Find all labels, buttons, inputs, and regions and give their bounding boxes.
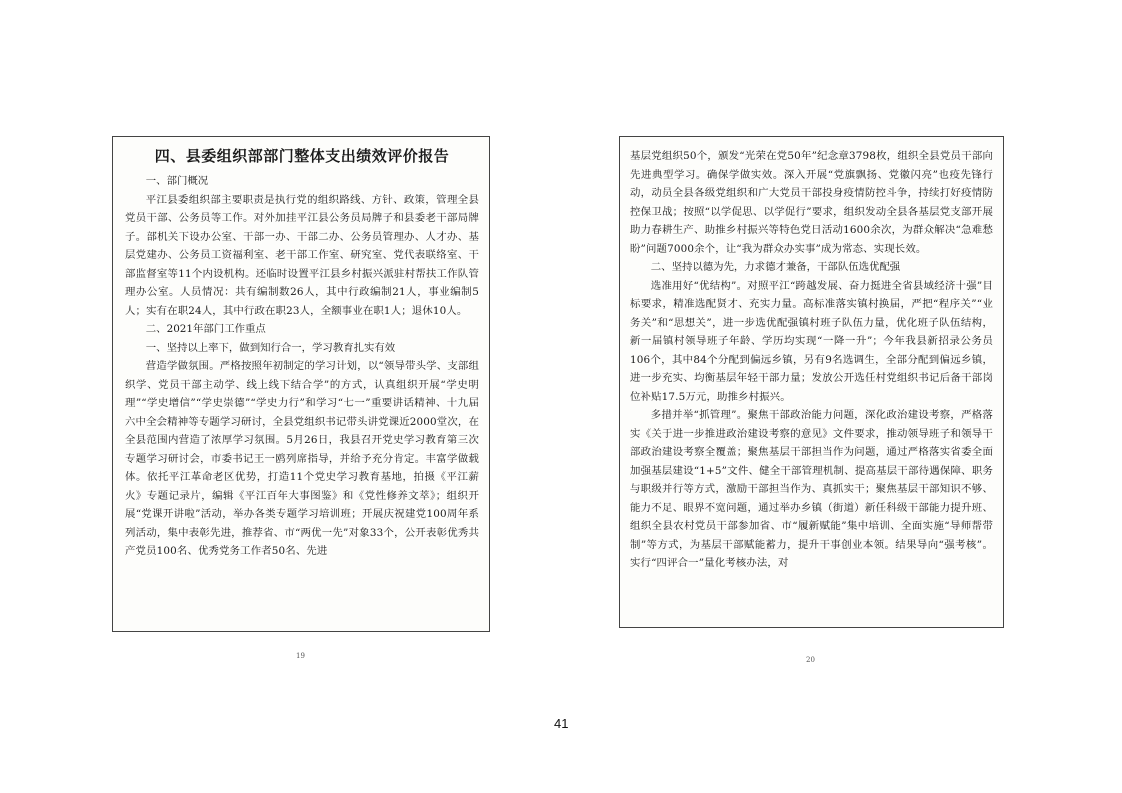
scan-page-number: 41 — [554, 716, 569, 731]
right-paragraph-2: 选准用好“优结构”。对照平江“跨越发展、奋力挺进全省县域经济十强”目标要求，精准选配贤才、充实力量。高标准落实镇村换届，严把“程序关”“业务关”和“思想关”，进一步选优配强镇村班子队伍力量，优化班子队伍结构，新一届镇村领导班子年龄、学历均实现“一降一升”；今年我县新招录公务员106个，其中84个分配到偏远乡镇，另有9名选调生，全部分配到偏远乡镇，进一步充实、均衡基层年轻干部力量；发放公开选任村党组织书记后备干部岗位补贴17.5万元，助推乡村振兴。 — [630, 279, 993, 403]
left-page — [112, 136, 490, 632]
left-page-number: 19 — [296, 652, 305, 660]
section2-paragraph: 营造学做氛围。严格按照年初制定的学习计划，以“领导带头学、支部组织学、党员干部主动学、线上线下结合学”的方式，认真组织开展“学史明理”“学史增信”“学史崇德”“学史力行”和学习“七一”重要讲话精神、十九届六中全会精神等专题学习研讨，全县党组织书记带头讲党课近2000堂次，在全县范围内营造了浓厚学习氛围。5月26日，我县召开党史学习教育第三次专题学习研讨会，市委书记王一鸥列席指导，并给予充分肯定。丰富学做载体。依托平江革命老区优势，打造11个党史学习教育基地，拍摄《平江薪火》专题记录片，编辑《平江百年大事图鉴》和《党性修养文萃》；组织开展“党课开讲啦”活动，举办各类专题学习培训班；开展庆祝建党100周年系列活动，集中表彰先进，推荐省、市“两优一先”对象33个，公开表彰优秀共产党员100名、优秀党务工作者50名、先进 — [125, 360, 479, 557]
right-subheading-2: 二、坚持以德为先，力求德才兼备，干部队伍选优配强 — [650, 261, 901, 273]
section2-subheading: 一、坚持以上率下，做到知行合一，学习教育扎实有效 — [145, 341, 396, 354]
report-title: 四、县委组织部部门整体支出绩效评价报告 — [154, 147, 450, 165]
right-paragraph-3: 多措并举“抓管理”。聚焦干部政治能力问题，深化政治建设考察，严格落实《关于进一步推进政治建设考察的意见》文件要求，推动领导班子和领导干部政治建设考察全覆盖；聚焦基层干部担当作为问题，通过严格落实省委全面加强基层建设“1+5”文件、健全干部管理机制、提高基层干部待遇保障、职务与职级并行等方式，激励干部担当作为、真抓实干；聚焦基层干部知识不够、能力不足、眼界不宽问题，通过举办乡镇（街道）新任科级干部能力提升班、组织全县农村党员干部参加省、市“履新赋能”集中培训、全面实施“导师帮带制”等方式，为基层干部赋能蓄力，提升干事创业本领。结果导向“强考核”。实行“四评合一”量化考核办法，对 — [630, 409, 993, 569]
section2-heading: 二、2021年部门工作重点 — [145, 323, 266, 335]
right-paragraph-1: 基层党组织50个，颁发“光荣在党50年”纪念章3798枚，组织全县党员干部向先进典型学习。确保学做实效。深入开展“党旗飘扬、党徽闪亮”也疫先锋行动，动员全县各级党组织和广大党员干部投身疫情防控斗争，持续打好疫情防控保卫战；按照“以学促思、以学促行”要求，组织发动全县各基层党支部开展助力春耕生产、助推乡村振兴等特色党日活动1600余次，为群众解决“急难愁盼”问题7000余个，让“我为群众办实事”成为常态、实现长效。 — [630, 150, 993, 255]
section1-heading: 一、部门概况 — [145, 175, 209, 187]
right-page — [619, 136, 1004, 628]
section1-paragraph: 平江县委组织部主要职责是执行党的组织路线、方针、政策，管理全县党员干部、公务员等工作。对外加挂平江县公务员局牌子和县委老干部局牌子。部机关下设办公室、干部一办、干部二办、公务员管理办、人才办、基层党建办、公务员工资福利室、老干部工作室、研究室、党代表联络室、干部监督室等11个内设机构。还临时设置平江县乡村振兴派驻村帮扶工作队管理办公室。人员情况：共有编制数26人，其中行政编制21人，事业编制5人；实有在职24人，其中行政在职23人，全额事业在职1人；退休10人。 — [125, 193, 479, 317]
right-page-number: 20 — [806, 656, 815, 664]
